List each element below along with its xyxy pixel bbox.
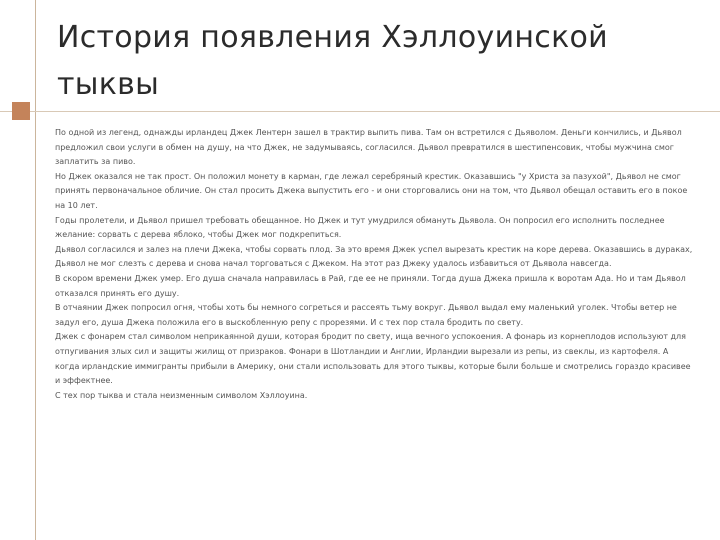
paragraph-2: Но Джек оказался не так прост. Он положил монету в карман, где лежал серебряный крестик. Оказавшись "у Христа за пазухой", Дьявол не смог принять первоначальное обличие. Он стал просить Джека выпустить его - и они сторговались они на том, что Дьявол обещал оставить его в покое на 10 лет. [55, 171, 688, 210]
title-divider-line [0, 111, 720, 112]
paragraph-1: По одной из легенд, однажды ирландец Джек Лентерн зашел в трактир выпить пива. Там он встретился с Дьяволом. Деньги кончились, и Дьявол предложил свои услуги в обмен на душу, на что Джек, не задумываясь, согласился. Дьявол превратился в шестипенсовик, чтобы мужчина смог заплатить за пиво. [55, 128, 682, 167]
paragraph-4: Дьявол согласился и залез на плечи Джека, чтобы сорвать плод. За это время Джек успел вырезать крестик на коре дерева. Оказавшись в дураках, Дьявол не мог слезть с дерева и снова начал торговаться с Джеком. На этот раз Джеку удалось избавиться от Дьявола навсегда. [55, 244, 693, 269]
paragraph-7: Джек с фонарем стал символом неприкаянной души, которая бродит по свету, ища вечного успокоения. А фонарь из корнеплодов используют для отпугивания злых сил и защиты жилищ от призраков. Фонари в Шотландии и Англии, Ирландии вырезали из репы, из свеклы, из картофеля. А когда ирландские иммигранты прибыли в Америку, они стали использовать для этого тыквы, которые были больше и смотрелись гораздо красивее и эффектнее. [55, 332, 691, 386]
paragraph-3: Годы пролетели, и Дьявол пришел требовать обещанное. Но Джек и тут умудрился обмануть Дьявола. Он попросил его исполнить последнее желание: сорвать с дерева яблоко, чтобы Джек мог подкрепиться. [55, 215, 665, 240]
slide-body [55, 126, 695, 403]
paragraph-5: В скором времени Джек умер. Его душа сначала направилась в Рай, где ее не приняли. Тогда душа Джека пришла к воротам Ада. Но и там Дьявол отказался принять его душу. [55, 273, 686, 298]
accent-square [12, 102, 30, 120]
paragraph-8: С тех пор тыква и стала неизменным символом Хэллоуина. [55, 390, 308, 400]
paragraph-6: В отчаянии Джек попросил огня, чтобы хоть бы немного согреться и рассеять тьму вокруг. Дьявол выдал ему маленький уголек. Чтобы ветер не задул его, душа Джека положила его в выскобленную репу с прорезями. И с тех пор стала бродить по свету. [55, 303, 677, 327]
slide-title: История появления Хэллоуинской тыквы [57, 20, 608, 102]
left-vertical-rule [35, 0, 36, 540]
